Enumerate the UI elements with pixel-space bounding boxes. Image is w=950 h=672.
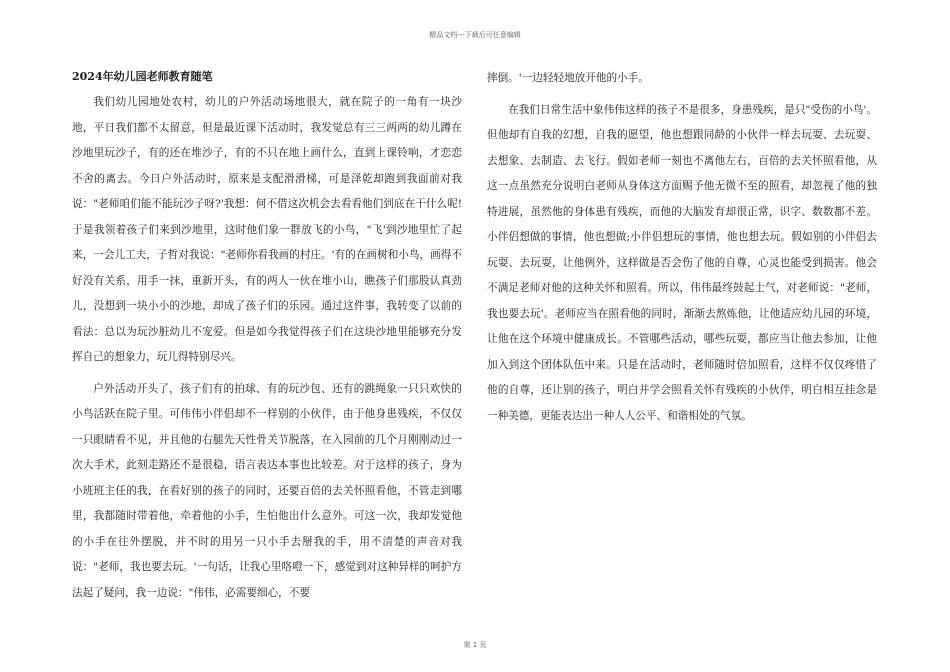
paragraph-3: 在我们日常生活中象伟伟这样的孩子不是很多，身患残疾，是只"受伤的小鸟'。但他却有自我的幻想，自我的愿望，他也想跟同龄的小伙伴一样去玩耍、去玩耍、去想象、去制造、去飞行。假如老师一刻也不离他左右，百倍的去关怀照看他，从这一点虽然充分说明白老师从身体这方面赐予他无微不至的照看，却忽视了他的独特进展，虽然他的身体患有残疾，而他的大脑发育却很正常，识字、数数都不差。小伴侣想做的事情，他也想做;小伴侣想玩的事情，他也想去玩。假如别的小伴侣去玩耍、去玩耍，让他例外，这样做是否会伤了他的自尊，心灵也能受到损害。他会不满足老师对他的这种关怀和照看。所以，伟伟最终鼓起士气，对老师说："老师，我也要去玩'。老师应当在照看他的同时，渐渐去熬炼他，让他适应幼儿园的环境，让他在这个环境中健康成长。不管哪些活动，哪些玩耍，都应当让他去参加，让他加入到这个团体队伍中来。只是在活动时，老师随时倍加照看，这样不仅仅疼惜了他的自尊，还让别的孩子，明白并学会照看关怀有残疾的小伙伴，明白相互挂念是一种美德，更能表达出一种人人公平、和谐相处的气氛。 [487,103,877,422]
page-footer: 第 1 页 [463,641,487,649]
article-title: 2024年幼儿园老师教育随笔 [72,70,213,83]
right-column [487,66,877,429]
left-column [72,66,462,606]
paragraph-1: 我们幼儿园地处农村，幼儿的户外活动场地很大，就在院子的一角有一块沙地，平日我们都不太留意，但是最近课下活动时，我发觉总有三三两两的幼儿蹲在沙地里玩沙子，有的还在堆沙子，有的不只在地上画什么，直到上课铃响，才恋恋不舍的离去。今日户外活动时，原来是支配滑滑梯，可是泽乾却跑到我面前对我说："老师咱们能不能玩沙子呀?'我想：何不借这次机会去看看他们到底在干什么呢!于是我领着孩子们来到沙地里，这时他们象一群放飞的小鸟，"飞'到沙地里忙了起来，一会儿工夫，子哲对我说："老师你看我画的村庄。'有的在画树和小鸟，画得不好没有关系，用手一抹，重新开头，有的两人一伙在堆小山，瞧孩子们那股认真劲儿，没想到一块小小的沙地，却成了孩子们的乐园。通过这件事，我转变了以前的看法：总以为玩沙脏幼儿不宠爱。但是如今我觉得孩子们在这块沙地里能够充分发挥自己的想象力，玩儿得特别尽兴。 [72,96,462,363]
paragraph-2: 户外活动开头了，孩子们有的拍球、有的玩沙包、还有的跳绳象一只只欢快的小鸟活跃在院子里。可伟伟小伴侣却不一样别的小伙伴，由于他身患残疾，不仅仅一只眼睛看不见，并且他的右腿先天性骨关节脱落，在入园前的几个月刚刚动过一次大手术，此刻走路还不是很稳，语言表达本事也比较差。对于这样的孩子，身为小班班主任的我，在看好别的孩子的同时，还要百倍的去关怀照看他，不管走到哪里，我都随时带着他，牵着他的小手，生怕他出什么意外。可这一次，我却发觉他的小手在往外摆脱，并不时的用另一只小手去掰我的手，用不清楚的声音对我说："老师，我也要去玩。'一句话，让我心里咯噔一下，感觉到对这种异样的呵护方法起了疑问，我一边说："伟伟，必需要细心，不要 [72,382,462,599]
paragraph-2-continued: 摔倒。'一边轻轻地放开他的小手。 [487,72,649,84]
page-header: 精品文档---下载后可任意编辑 [429,31,521,39]
